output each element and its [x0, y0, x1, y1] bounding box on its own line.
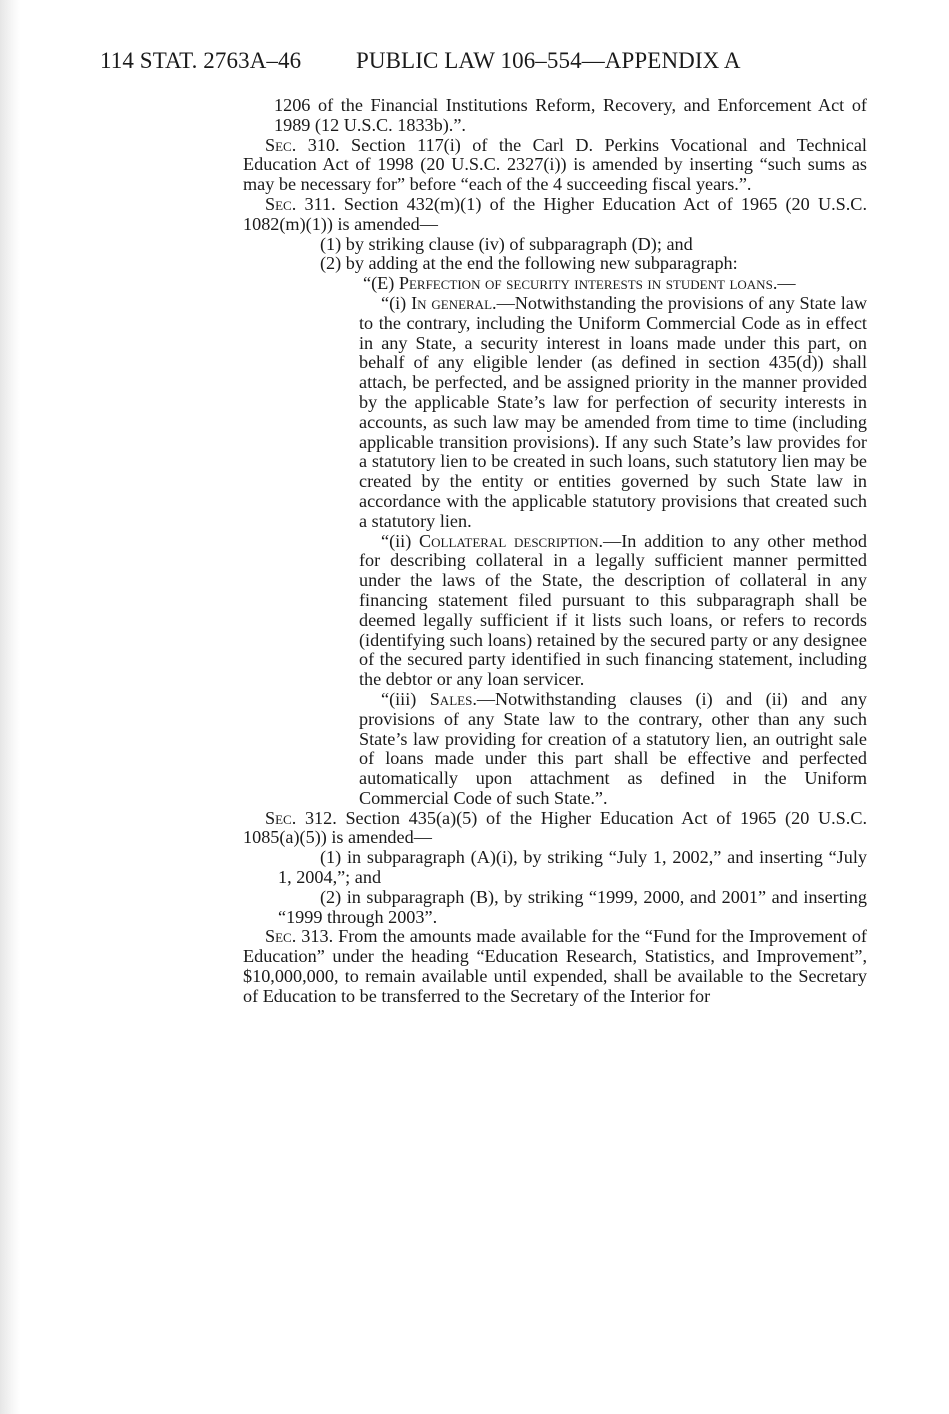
subparagraph-e-heading — [243, 274, 867, 294]
publication-title: PUBLIC LAW 106–554—APPENDIX A — [356, 48, 741, 73]
page-edge-shadow — [0, 0, 20, 1414]
subparagraph-prefix: “(E) — [363, 273, 399, 294]
section-312-item-1: (1) in subparagraph (A)(i), by striking “July 1, 2002,” and inserting “July 1, 2004,”; and — [278, 847, 867, 888]
clause-prefix: “(ii) — [381, 530, 420, 551]
subparagraph-heading: Perfection of security interests in student loans — [398, 273, 773, 294]
section-312 — [243, 809, 867, 849]
clause-text: .—Notwithstanding the provisions of any State law to the contrary, including the Uniform Commercial Code as in effect in any State, a security interest in loans made under this part, on behalf of any eligible lender (as defined in section 435(d)) shall attach, be perfected, and be assigned priority in the manner provided by the applicable State’s law for perfection of security interests in accounts, as such law may be amended from time to time (including applicable transition provisions). If any such State’s law provides for a statutory lien to be created in such loans, such statutory lien may be created by the entity or entities governed by such State law in accordance with the applicable statutory provisions that created such a statutory lien. — [359, 292, 867, 531]
section-313 — [243, 927, 867, 1006]
section-text: 311. Section 432(m)(1) of the Higher Education Act of 1965 (20 U.S.C. 1082(m)(1)) is amended— — [243, 193, 867, 234]
section-312-item-2: (2) in subparagraph (B), by striking “1999, 2000, and 2001” and inserting “1999 through 2003”. — [278, 886, 867, 927]
section-310 — [243, 136, 867, 195]
clause-iii — [243, 690, 867, 809]
page-header — [100, 48, 741, 74]
clause-i — [243, 294, 867, 532]
section-text: 313. From the amounts made available for the “Fund for the Improvement of Education” under the heading “Education Research, Statistics, and Improvement”, $10,000,000, to remain available until expended, shall be available to the Secretary of Education to be transferred to the Secretary of the Interior for — [243, 926, 867, 1006]
stat-citation: 114 STAT. 2763A–46 — [100, 48, 302, 73]
subparagraph-suffix: .— — [772, 273, 796, 294]
document-body — [243, 96, 867, 1007]
section-311-item-2: (2) by adding at the end the following new subparagraph: — [320, 253, 738, 274]
clause-heading: In general — [411, 292, 493, 313]
clause-text: .—In addition to any other method for describing collateral in a legally sufficient manner permitted under the laws of the State, the description of collateral in any financing statement filed pursuant to this subparagraph shall be deemed legally sufficient if it lists such loans, or refers to records (identifying such loans) retained by the secured party or any designee of the secured party identified in such financing statement, including the debtor or any loan servicer. — [359, 530, 867, 690]
section-text: 310. Section 117(i) of the Carl D. Perkins Vocational and Technical Education Act of 1998 (20 U.S.C. 2327(i)) is amended by inserting “such sums as may be necessary for” before “each of the 4 succeeding fiscal years.”. — [243, 134, 867, 195]
section-text: 312. Section 435(a)(5) of the Higher Education Act of 1965 (20 U.S.C. 1085(a)(5)) is amended— — [243, 807, 867, 848]
section-311-item-1: (1) by striking clause (iv) of subparagraph (D); and — [320, 233, 693, 254]
continuation-paragraph: 1206 of the Financial Institutions Reform, Recovery, and Enforcement Act of 1989 (12 U.S.C. 1833b).”. — [274, 95, 867, 135]
clause-heading: Sales — [429, 688, 473, 709]
clause-prefix: “(iii) — [381, 688, 430, 709]
section-311 — [243, 195, 867, 235]
clause-text: .—Notwithstanding clauses (i) and (ii) and any provisions of any State law to the contrary, other than any such State’s law providing for creation of a statutory lien, an outright sale of loans made under this part shall be effective and perfected automatically upon attachment as defined in the Uniform Commercial Code of such State.”. — [359, 688, 867, 808]
section-label: Sec. — [265, 926, 297, 947]
clause-prefix: “(i) — [381, 292, 412, 313]
section-label: Sec. — [265, 134, 297, 155]
clause-ii — [243, 532, 867, 690]
clause-heading: Collateral description — [419, 530, 599, 551]
section-label: Sec. — [265, 807, 297, 828]
section-label: Sec. — [265, 193, 297, 214]
